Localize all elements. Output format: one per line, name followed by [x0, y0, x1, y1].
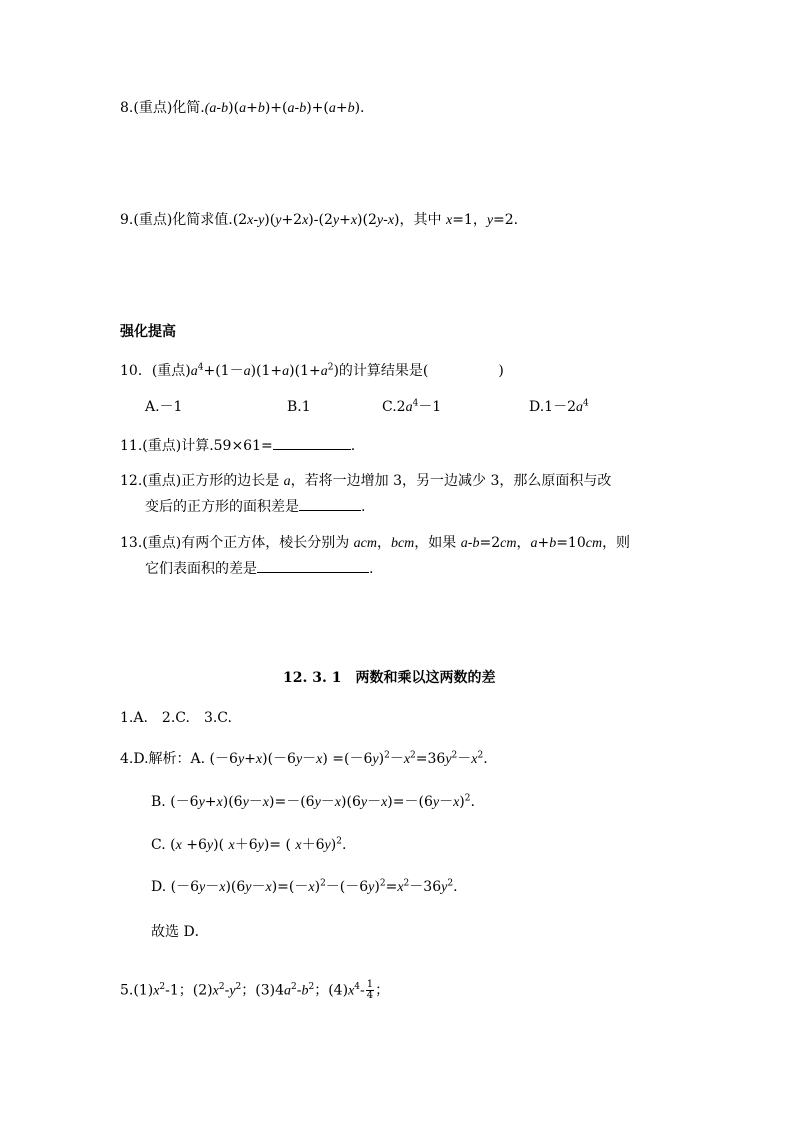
q13-answer-blank — [257, 558, 369, 573]
question-13-line1 — [120, 533, 630, 554]
question-9 — [120, 210, 518, 231]
a4-option-a: A. $(-6y+x)(-6y-x) =(-6y)^2-x^2=36y^2-x^2$. — [190, 750, 488, 767]
answer-4-a — [120, 749, 488, 770]
q13-line2: 它们表面积的差是 — [145, 561, 257, 577]
q10-option-d: $D.1-2a^4$ — [529, 398, 589, 415]
answer-title: 12. 3. 1 两数和乘以这两数的差 — [283, 670, 496, 686]
q9-condition: ，其中 x=1，y=2. — [399, 212, 519, 228]
answer-4-c: C. (x +6y)( x＋6y)= ( x＋6y)$^2$. — [151, 836, 347, 853]
q12-line2: 变后的正方形的面积差是 — [145, 499, 299, 515]
frac-denominator: 4 — [366, 990, 374, 1001]
answer-4-b: B. $(-6y+x)(6y-x)=-(6y-x)(6y-x)=-(6y-x)^2$. — [151, 793, 475, 810]
question-11 — [120, 435, 355, 456]
answer-1-3: 1.A. 2.C. 3.C. — [120, 710, 232, 726]
q10-option-a: A.－1 — [145, 399, 183, 415]
q11-end: . — [350, 438, 356, 454]
question-10 — [120, 361, 504, 382]
q13-line1: 13.(重点)有两个正方体，棱长分别为 acm，bcm，如果 a-b=2cm，a+b=10cm，则 — [120, 535, 631, 551]
a4-label: 4.D.解析： — [120, 751, 191, 767]
q10-option-c: $C.2a^4-1$ — [382, 398, 442, 415]
q9-expression: (2x-y)(y+2x)-(2y+x)(2y-x) — [232, 212, 400, 228]
frac-numerator: 1 — [366, 979, 374, 990]
q9-label: 9.(重点)化简求值. — [120, 212, 233, 228]
answer-4-d: D. $(-6y-x)(6y-x)=(-x)^2-(-6y)^2=x^2-36y^2$. — [151, 878, 458, 895]
q8-expression: (a-b)(a+b)+(a-b)+(a+b). — [204, 100, 365, 116]
question-12-line1 — [120, 471, 611, 492]
q12-answer-blank — [299, 496, 361, 511]
question-8 — [120, 98, 365, 119]
fraction-one-quarter — [366, 980, 374, 1001]
section-title: 强化提高 — [120, 324, 176, 340]
q11-text: 11.(重点)计算.59×61= — [120, 438, 273, 454]
answer-4-conclusion: 故选 D． — [151, 924, 209, 940]
q13-end: . — [369, 561, 374, 577]
q8-label: 8.(重点)化简. — [120, 100, 205, 116]
q12-end: . — [361, 499, 366, 515]
q10-option-b: B.1 — [287, 399, 311, 415]
question-12-line2 — [145, 496, 365, 517]
answer-5: $5.(1)x^2-1$；$(2)x^2-y^2$；$(3)4a^2-b^2$；$(4)x^4-$ $\frac{1}{4}$ ； — [120, 979, 390, 1001]
q11-answer-blank — [273, 435, 351, 450]
q12-line1: 12.(重点)正方形的边长是 a，若将一边增加 3，另一边减少 3，那么原面积与改 — [120, 473, 612, 489]
question-13-line2 — [145, 558, 373, 579]
q10-stem: 10．(重点)$a^4+(1-a)(1+a)(1+a^2)$的计算结果是( ) — [120, 362, 504, 379]
